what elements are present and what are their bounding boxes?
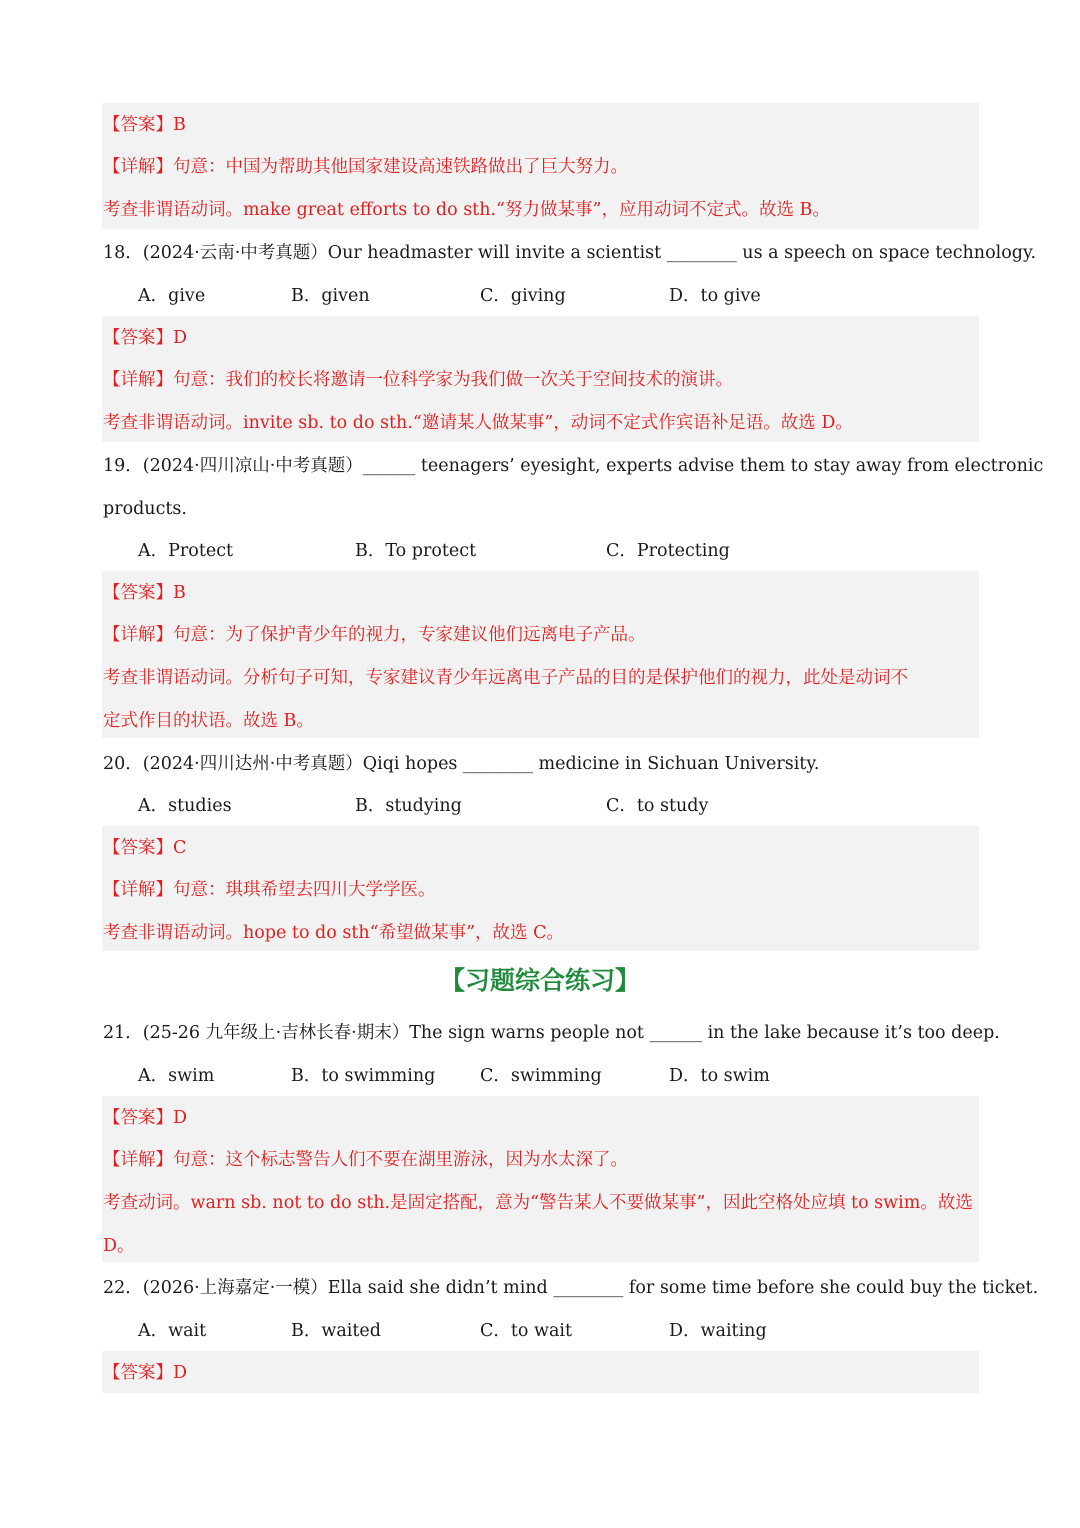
q18-answer: 【答案】D xyxy=(103,328,188,348)
q21-stem: 21．(25-26 九年级上·吉林长春·期末）The sign warns people not ______ in the lake because it’s too deep. xyxy=(103,1023,1000,1043)
q18-option-d: D．to give xyxy=(669,286,761,306)
q19-analysis-line1: 考查非谓语动词。分析句子可知，专家建议青少年远离电子产品的目的是保护他们的视力，此处是动词不 xyxy=(103,668,908,688)
q20-stem: 20．(2024·四川达州·中考真题）Qiqi hopes ________ medicine in Sichuan University. xyxy=(103,754,820,774)
q17-analysis: 考查非谓语动词。make great efforts to do sth.“努力做某事”，应用动词不定式。故选 B。 xyxy=(103,200,830,220)
q18-option-c: C．giving xyxy=(480,286,566,306)
q22-option-a: A．wait xyxy=(138,1321,207,1341)
q19-stem: 19．(2024·四川凉山·中考真题）______ teenagers’ eyesight, experts advise them to stay away from electronic xyxy=(103,456,1044,476)
q20-option-a: A．studies xyxy=(138,796,232,816)
q22-option-c: C．to wait xyxy=(480,1321,573,1341)
q21-analysis-line1: 考查动词。warn sb. not to do sth.是固定搭配，意为“警告某人不要做某事”，因此空格处应填 to swim。故选 xyxy=(103,1193,973,1213)
q21-option-c: C．swimming xyxy=(480,1066,602,1086)
q20-analysis: 考查非谓语动词。hope to do sth“希望做某事”，故选 C。 xyxy=(103,923,564,943)
q18-analysis: 考查非谓语动词。invite sb. to do sth.“邀请某人做某事”，动词不定式作宾语补足语。故选 D。 xyxy=(103,413,853,433)
q18-option-a: A．give xyxy=(138,286,206,306)
q19-explain: 【详解】句意：为了保护青少年的视力，专家建议他们远离电子产品。 xyxy=(103,625,646,645)
q21-option-a: A．swim xyxy=(138,1066,215,1086)
q22-stem: 22．(2026·上海嘉定·一模）Ella said she didn’t mind ________ for some time before she could buy the ticket. xyxy=(103,1278,1039,1298)
q19-option-b: B．To protect xyxy=(355,541,477,561)
q21-option-b: B．to swimming xyxy=(291,1066,436,1086)
q21-option-d: D．to swim xyxy=(669,1066,770,1086)
q20-answer: 【答案】C xyxy=(103,838,187,858)
q19-option-c: C．Protecting xyxy=(606,541,730,561)
q17-explain: 【详解】句意：中国为帮助其他国家建设高速铁路做出了巨大努力。 xyxy=(103,157,628,177)
q21-answer: 【答案】D xyxy=(103,1108,188,1128)
section-heading: 【习题综合练习】 xyxy=(439,966,640,995)
q20-explain: 【详解】句意：琪琪希望去四川大学学医。 xyxy=(103,880,436,900)
q19-answer: 【答案】B xyxy=(103,583,186,603)
q20-option-c: C．to study xyxy=(606,796,709,816)
q18-option-b: B．given xyxy=(291,286,370,306)
q22-answer: 【答案】D xyxy=(103,1363,188,1383)
q22-option-b: B．waited xyxy=(291,1321,381,1341)
q18-stem: 18．(2024·云南·中考真题）Our headmaster will invite a scientist ________ us a speech on space technology. xyxy=(103,243,1037,263)
q21-analysis-line2: D。 xyxy=(103,1236,135,1256)
q19-option-a: A．Protect xyxy=(138,541,234,561)
q21-explain: 【详解】句意：这个标志警告人们不要在湖里游泳，因为水太深了。 xyxy=(103,1150,628,1170)
q19-analysis-line2: 定式作目的状语。故选 B。 xyxy=(103,711,314,731)
q19-stem-continued: products. xyxy=(103,499,187,519)
q20-option-b: B．studying xyxy=(355,796,462,816)
q22-option-d: D．waiting xyxy=(669,1321,767,1341)
q17-answer: 【答案】B xyxy=(103,115,186,135)
q18-explain: 【详解】句意：我们的校长将邀请一位科学家为我们做一次关于空间技术的演讲。 xyxy=(103,370,733,390)
